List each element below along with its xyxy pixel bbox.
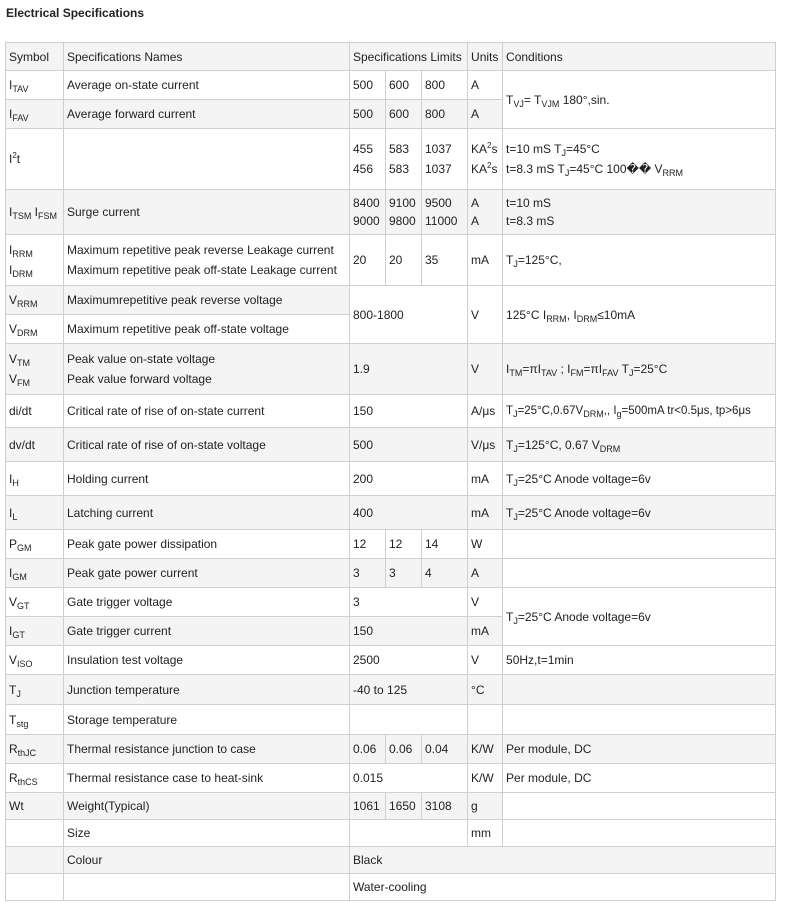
- name-cell: Peak gate power dissipation: [64, 530, 350, 559]
- symbol-cell: Wt: [6, 793, 64, 820]
- symbol-cell: $I_{TSM}$ $I_{FSM}$: [6, 190, 64, 235]
- condition-cell: $T_{VJ}= T_{VJM}$ 180°,sin.: [503, 71, 776, 129]
- limit-cell: 14: [422, 530, 468, 559]
- symbol-cell: $I_{GM}$: [6, 559, 64, 588]
- limit-cell: 0.06: [386, 735, 422, 764]
- symbol-cell: $T_J$: [6, 675, 64, 705]
- symbol-cell: $V_{ISO}$: [6, 646, 64, 675]
- page-title: Electrical Specifications: [6, 6, 145, 20]
- unit-cell: K/W: [468, 735, 503, 764]
- name-cell: Gate trigger current: [64, 617, 350, 646]
- name-cell: Colour: [64, 847, 350, 874]
- limit-cell: 400: [350, 496, 468, 530]
- limit-cell: 150: [350, 395, 468, 428]
- name-cell: Maximum repetitive peak reverse Leakage current Maximum repetitive peak off-state Leakage current: [64, 235, 350, 286]
- symbol-cell: $I^2t$: [6, 129, 64, 190]
- table-row-vrrm: [6, 286, 776, 315]
- symbol-cell: $I_{RRM}$ $I_{DRM}$: [6, 235, 64, 286]
- limit-cell: -40 to 125: [350, 675, 468, 705]
- name-cell: Thermal resistance junction to case: [64, 735, 350, 764]
- condition-cell: Per module, DC: [503, 735, 776, 764]
- limit-cell: 4: [422, 559, 468, 588]
- limit-cell: 150: [350, 617, 468, 646]
- condition-cell: $T_J=25^\circ C$ Anode voltage=6v: [503, 496, 776, 530]
- table-row-rthcs: [6, 764, 776, 793]
- table-row-itsm: [6, 190, 776, 235]
- name-cell: Insulation test voltage: [64, 646, 350, 675]
- table-row-irrm: [6, 235, 776, 286]
- symbol-cell: $I_{GT}$: [6, 617, 64, 646]
- name-cell: Average on-state current: [64, 71, 350, 100]
- limit-cell: 800: [422, 71, 468, 100]
- symbol-cell: di/dt: [6, 395, 64, 428]
- unit-cell: A: [468, 559, 503, 588]
- unit-cell: mm: [468, 820, 503, 847]
- table-row-vgt: [6, 588, 776, 617]
- header-units: Units: [468, 43, 503, 71]
- condition-cell: 50Hz,t=1min: [503, 646, 776, 675]
- limit-cell: [350, 820, 468, 847]
- condition-cell: $T_J=125^\circ C$,: [503, 235, 776, 286]
- limit-cell: 12: [350, 530, 386, 559]
- table-row-didt: [6, 395, 776, 428]
- limit-cell: 35: [422, 235, 468, 286]
- symbol-cell: $I_{FAV}$: [6, 100, 64, 129]
- header-conditions: Conditions: [503, 43, 776, 71]
- unit-cell: V: [468, 588, 503, 617]
- limit-cell: 1650: [386, 793, 422, 820]
- unit-cell: $KA^2s$ $KA^2s$: [468, 129, 503, 190]
- table-row-pgm: [6, 530, 776, 559]
- table-row-rthjc: [6, 735, 776, 764]
- symbol-cell: [6, 847, 64, 874]
- unit-cell: V: [468, 286, 503, 344]
- limit-cell: 0.015: [350, 764, 468, 793]
- condition-cell: [503, 530, 776, 559]
- name-cell: Gate trigger voltage: [64, 588, 350, 617]
- condition-cell: $T_J=25^\circ C$ Anode voltage=6v: [503, 588, 776, 646]
- unit-cell: V: [468, 344, 503, 395]
- unit-cell: mA: [468, 235, 503, 286]
- name-cell: [64, 129, 350, 190]
- unit-cell: mA: [468, 496, 503, 530]
- table-row-tstg: [6, 705, 776, 735]
- name-cell: Storage temperature: [64, 705, 350, 735]
- condition-cell: t=10 mS $T_J=45^\circ C$ t=8.3 mS $T_J=45^\circ C$ 100�� $V_{RRM}$: [503, 129, 776, 190]
- header-limits: Specifications Limits: [350, 43, 468, 71]
- table-row-igm: [6, 559, 776, 588]
- name-cell: Surge current: [64, 190, 350, 235]
- value-cell: Water-cooling: [350, 874, 776, 901]
- condition-cell: [503, 675, 776, 705]
- unit-cell: W: [468, 530, 503, 559]
- table-row-il: [6, 496, 776, 530]
- limit-cell: 2500: [350, 646, 468, 675]
- unit-cell: A: [468, 100, 503, 129]
- header-row: [6, 43, 776, 71]
- name-cell: Average forward current: [64, 100, 350, 129]
- unit-cell: °C: [468, 675, 503, 705]
- limit-cell: 455 456: [350, 129, 386, 190]
- table-row-tj: [6, 675, 776, 705]
- unit-cell: A/μs: [468, 395, 503, 428]
- limit-cell: 3: [350, 588, 468, 617]
- header-names: Specifications Names: [64, 43, 350, 71]
- condition-cell: Per module, DC: [503, 764, 776, 793]
- name-cell: Weight(Typical): [64, 793, 350, 820]
- table-row-dvdt: [6, 428, 776, 462]
- symbol-cell: $R_{thJC}$: [6, 735, 64, 764]
- limit-cell: 1061: [350, 793, 386, 820]
- limit-cell: 1.9: [350, 344, 468, 395]
- limit-cell: 500: [350, 71, 386, 100]
- limit-cell: 1037 1037: [422, 129, 468, 190]
- limit-cell: 800: [422, 100, 468, 129]
- condition-cell: $I_{TM}=\pi I_{TAV}$ ; $I_{FM}=\pi I_{FAV}$ $T_J=25^\circ C$: [503, 344, 776, 395]
- table-row-wt: [6, 793, 776, 820]
- unit-cell: mA: [468, 462, 503, 496]
- name-cell: Critical rate of rise of on-state voltage: [64, 428, 350, 462]
- name-cell: Thermal resistance case to heat-sink: [64, 764, 350, 793]
- symbol-cell: $I_L$: [6, 496, 64, 530]
- unit-cell: [468, 705, 503, 735]
- table-row-size: [6, 820, 776, 847]
- limit-cell: 600: [386, 100, 422, 129]
- table-row-ih: [6, 462, 776, 496]
- condition-cell: [503, 559, 776, 588]
- condition-cell: [503, 820, 776, 847]
- limit-cell: 0.06: [350, 735, 386, 764]
- name-cell: Maximumrepetitive peak reverse voltage: [64, 286, 350, 315]
- limit-cell: 9500 11000: [422, 190, 468, 235]
- name-cell: Latching current: [64, 496, 350, 530]
- unit-cell: g: [468, 793, 503, 820]
- name-cell: [64, 874, 350, 901]
- table-row-colour: [6, 847, 776, 874]
- table-row-i2t: [6, 129, 776, 190]
- table-row-vtm: [6, 344, 776, 395]
- limit-cell: 12: [386, 530, 422, 559]
- table-row-itav: [6, 71, 776, 100]
- name-cell: Size: [64, 820, 350, 847]
- electrical-specifications-table: [5, 42, 776, 901]
- limit-cell: 800-1800: [350, 286, 468, 344]
- symbol-cell: dv/dt: [6, 428, 64, 462]
- condition-cell: [503, 705, 776, 735]
- name-cell: Peak gate power current: [64, 559, 350, 588]
- limit-cell: 0.04: [422, 735, 468, 764]
- limit-cell: 20: [350, 235, 386, 286]
- symbol-cell: [6, 820, 64, 847]
- symbol-cell: $I_H$: [6, 462, 64, 496]
- condition-cell: $T_J=25^\circ C,0.67V_{DRM}$,, $I_g=500mA$ tr<0.5μs, tp>6μs: [503, 395, 776, 428]
- symbol-cell: $V_{RRM}$: [6, 286, 64, 315]
- symbol-cell: $P_{GM}$: [6, 530, 64, 559]
- limit-cell: 600: [386, 71, 422, 100]
- symbol-cell: $V_{GT}$: [6, 588, 64, 617]
- table-row-cooling: [6, 874, 776, 901]
- symbol-cell: [6, 874, 64, 901]
- unit-cell: mA: [468, 617, 503, 646]
- condition-cell: [503, 793, 776, 820]
- limit-cell: 500: [350, 100, 386, 129]
- symbol-cell: $T_{stg}$: [6, 705, 64, 735]
- name-cell: Junction temperature: [64, 675, 350, 705]
- symbol-cell: $V_{DRM}$: [6, 315, 64, 344]
- limit-cell: 9100 9800: [386, 190, 422, 235]
- table-row-viso: [6, 646, 776, 675]
- limit-cell: 3: [350, 559, 386, 588]
- name-cell: Peak value on-state voltage Peak value forward voltage: [64, 344, 350, 395]
- symbol-cell: $I_{TAV}$: [6, 71, 64, 100]
- condition-cell: $T_J=125^\circ C$, 0.67 $V_{DRM}$: [503, 428, 776, 462]
- name-cell: Critical rate of rise of on-state current: [64, 395, 350, 428]
- condition-cell: 125°C $I_{RRM}$, $I_{DRM}\le 10mA$: [503, 286, 776, 344]
- unit-cell: V/μs: [468, 428, 503, 462]
- unit-cell: V: [468, 646, 503, 675]
- unit-cell: A: [468, 71, 503, 100]
- condition-cell: t=10 mS t=8.3 mS: [503, 190, 776, 235]
- name-cell: Maximum repetitive peak off-state voltage: [64, 315, 350, 344]
- limit-cell: 3: [386, 559, 422, 588]
- unit-cell: K/W: [468, 764, 503, 793]
- limit-cell: 200: [350, 462, 468, 496]
- condition-cell: $T_J=25^\circ C$ Anode voltage=6v: [503, 462, 776, 496]
- limit-cell: 500: [350, 428, 468, 462]
- limit-cell: 8400 9000: [350, 190, 386, 235]
- limit-cell: [350, 705, 468, 735]
- value-cell: Black: [350, 847, 776, 874]
- symbol-cell: $V_{TM}$ $V_{FM}$: [6, 344, 64, 395]
- name-cell: Holding current: [64, 462, 350, 496]
- limit-cell: 3108: [422, 793, 468, 820]
- header-symbol: Symbol: [6, 43, 64, 71]
- limit-cell: 583 583: [386, 129, 422, 190]
- symbol-cell: $R_{thCS}$: [6, 764, 64, 793]
- unit-cell: A A: [468, 190, 503, 235]
- limit-cell: 20: [386, 235, 422, 286]
